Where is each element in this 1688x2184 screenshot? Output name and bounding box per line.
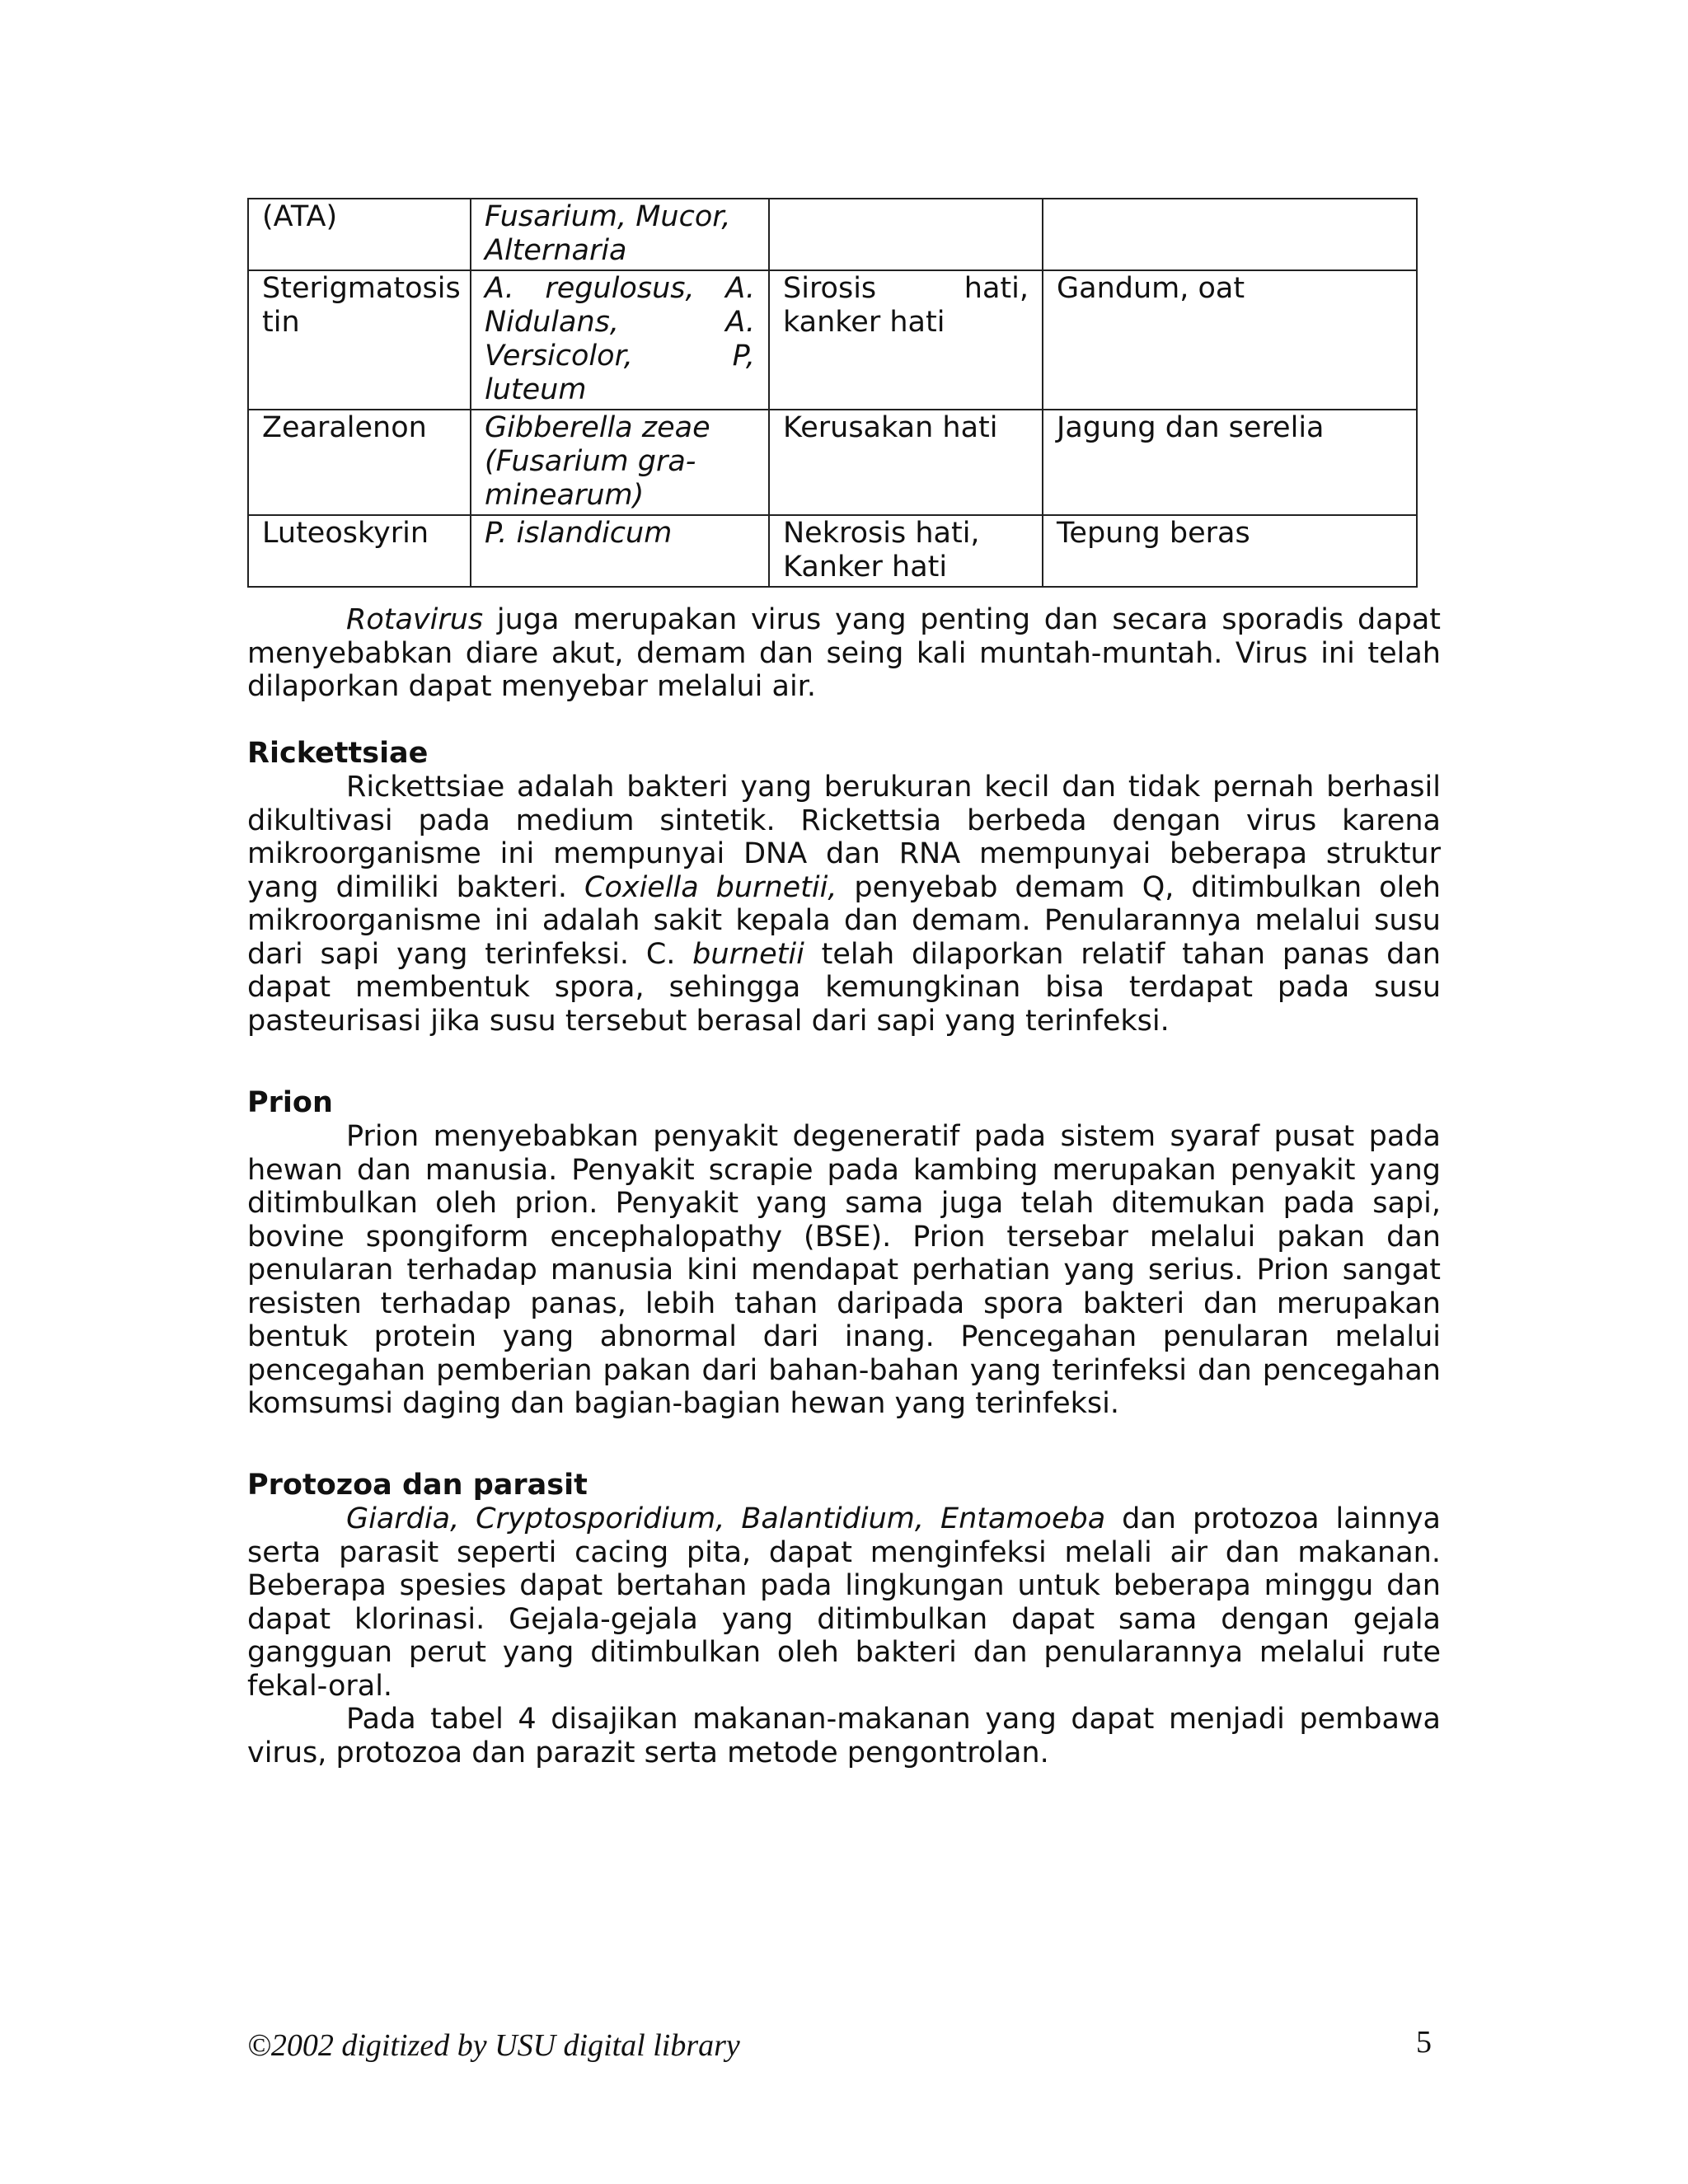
rickettsiae-text-2: penyebab demam Q, ditimbulkan oleh mikroorganisme ini adalah sakit kepala dan demam. Penularannya melalui susu dari sapi yang terinfeksi. C. xyxy=(247,870,1441,971)
protozoa-paragraph xyxy=(247,1502,1441,1703)
table-cell-toxin: Sterigmatosis tin xyxy=(248,270,471,410)
table-cell-disease: Kerusakan hati xyxy=(769,410,1043,515)
table-cell-organism: Fusarium, Mucor, Alternaria xyxy=(471,199,769,270)
rickettsiae-text-3: telah dilaporkan relatif tahan panas dan dapat membentuk spora, sehingga kemungkinan bisa terdapat pada susu pasteurisasi jika susu tersebut berasal dari sapi yang terinfeksi. xyxy=(247,937,1441,1038)
table-cell-food: Jagung dan serelia xyxy=(1043,410,1417,515)
table-row xyxy=(248,515,1417,587)
rickettsiae-species-1: Coxiella burnetii, xyxy=(584,870,837,904)
table-cell-organism: A. regulosus, A. Nidulans, A. Versicolor, P, luteum xyxy=(471,270,769,410)
table-cell-disease xyxy=(769,199,1043,270)
rotavirus-paragraph xyxy=(247,603,1441,704)
table-cell-organism: Gibberella zeae (Fusarium gra-minearum) xyxy=(471,410,769,515)
prion-heading: Prion xyxy=(247,1086,333,1119)
prion-paragraph: Prion menyebabkan penyakit degeneratif pada sistem syaraf pusat pada hewan dan manusia. Penyakit scrapie pada kambing merupakan penyakit yang ditimbulkan oleh prion. Penyakit yang sama juga telah ditemukan pada sapi, bovine spongiform encephalopathy (BSE). Prion tersebar melalui pakan dan penularan terhadap manusia kini mendapat perhatian yang serius. Prion sangat resisten terhadap panas, lebih tahan daripada spora bakteri dan merupakan bentuk protein yang abnormal dari inang. Pencegahan penularan melalui pencegahan pemberian pakan dari bahan-bahan yang terinfeksi dan pencegahan komsumsi daging dan bagian-bagian hewan yang terinfeksi. xyxy=(247,1120,1441,1420)
table-cell-disease: Sirosis hati, kanker hati xyxy=(769,270,1043,410)
table-row xyxy=(248,199,1417,270)
table-cell-toxin: (ATA) xyxy=(248,199,471,270)
table-cell-toxin: Luteoskyrin xyxy=(248,515,471,587)
closing-paragraph: Pada tabel 4 disajikan makanan-makanan yang dapat menjadi pembawa virus, protozoa dan parazit serta metode pengontrolan. xyxy=(247,1703,1441,1769)
protozoa-heading: Protozoa dan parasit xyxy=(247,1469,588,1502)
rickettsiae-text-1: Rickettsiae adalah bakteri yang berukuran kecil dan tidak pernah berhasil dikultivasi pada medium sintetik. Rickettsia berbeda dengan virus karena mikroorganisme ini mempunyai DNA dan RNA mempunyai beberapa struktur yang dimiliki bakteri. xyxy=(247,771,1441,904)
table-row xyxy=(248,410,1417,515)
rickettsiae-paragraph xyxy=(247,771,1441,1038)
table-cell-food xyxy=(1043,199,1417,270)
table-cell-organism: P. islandicum xyxy=(471,515,769,587)
mycotoxin-table xyxy=(247,198,1418,588)
table-cell-toxin: Zearalenon xyxy=(248,410,471,515)
page-number: 5 xyxy=(1416,2025,1432,2060)
rotavirus-term: Rotavirus xyxy=(346,603,484,636)
footer-credit: ©2002 digitized by USU digital library xyxy=(247,2028,740,2063)
table-cell-food: Gandum, oat xyxy=(1043,270,1417,410)
rotavirus-text: juga merupakan virus yang penting dan secara sporadis dapat menyebabkan diare akut, demam dan seing kali muntah-muntah. Virus ini telah dilaporkan dapat menyebar melalui air. xyxy=(247,603,1441,703)
table-cell-disease: Nekrosis hati, Kanker hati xyxy=(769,515,1043,587)
table-cell-food: Tepung beras xyxy=(1043,515,1417,587)
rickettsiae-heading: Rickettsiae xyxy=(247,737,429,770)
protozoa-genera: Giardia, Cryptosporidium, Balantidium, Entamoeba xyxy=(346,1502,1106,1535)
rickettsiae-species-2: burnetii xyxy=(692,937,804,971)
table-row xyxy=(248,270,1417,410)
protozoa-text: dan protozoa lainnya serta parasit seperti cacing pita, dapat menginfeksi melali air dan makanan. Beberapa spesies dapat bertahan pada lingkungan untuk beberapa minggu dan dapat klorinasi. Gejala-gejala yang ditimbulkan dapat sama dengan gejala gangguan perut yang ditimbulkan oleh bakteri dan penularannya melalui rute fekal-oral. xyxy=(247,1502,1441,1703)
